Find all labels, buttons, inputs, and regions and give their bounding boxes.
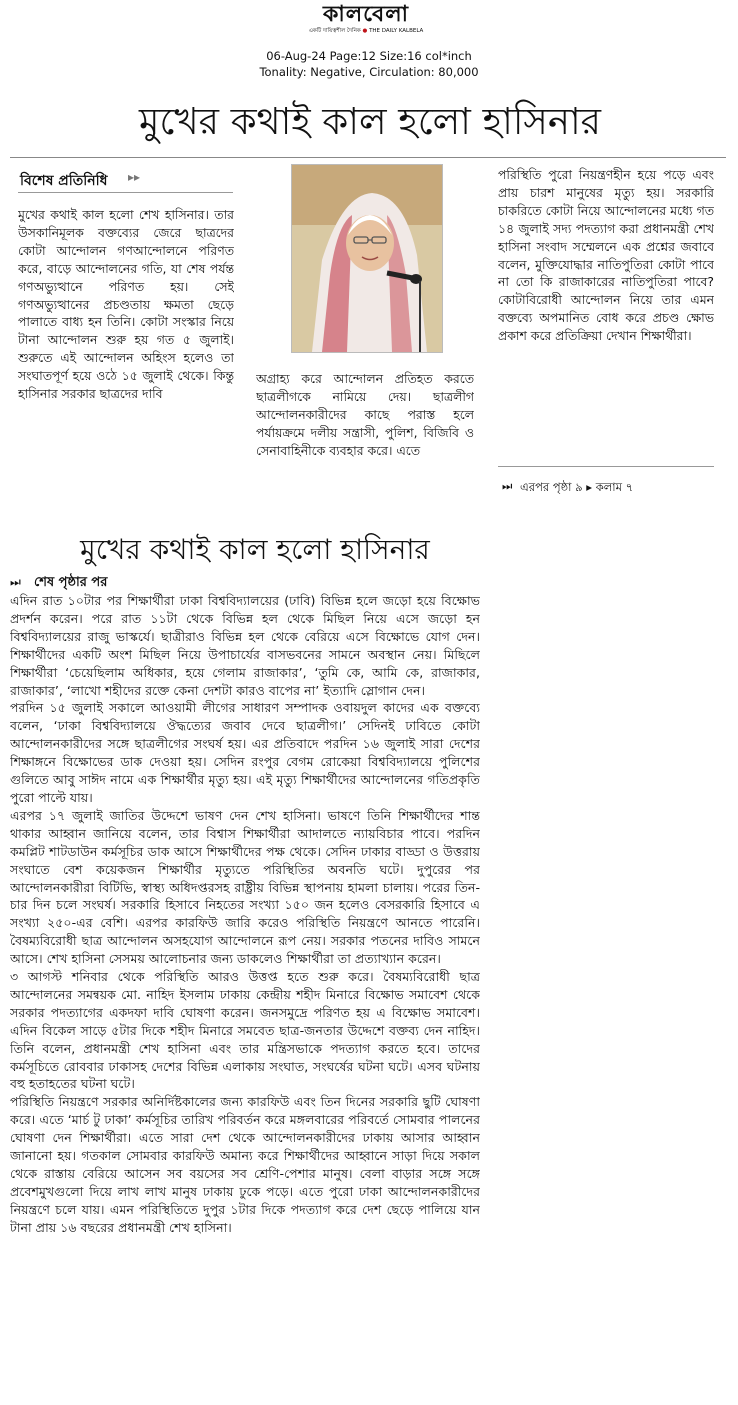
article-column-2: অগ্রাহ্য করে আন্দোলন প্রতিহত করতে ছাত্রলীগকে নামিয়ে দেয়। ছাত্রলীগ আন্দোলনকারীদের কাছে পরাস্ত হলে পর্যায়ক্রমে দলীয় সন্ত্রাসী, পুলিশ, বিজিবি ও সেনাবাহিনীকে ব্যবহার করে। এতে (256, 371, 474, 458)
tagline-english: THE DAILY KALBELA (369, 28, 424, 34)
portrait-photo-svg (292, 165, 442, 352)
body-paragraph: পরিস্থিতি নিয়ন্ত্রণে সরকার অনির্দিষ্টকালের জন্য কারফিউ এবং তিন দিনের সরকারি ছুটি ঘোষণা করে। এতে ‘মার্চ টু ঢাকা’ কর্মসূচির তারিখ পরিবর্তন করে মঙ্গলবারের পরিবর্তে সোমবার পালনের ঘোষণা দেন শিক্ষার্থীরা। এতে সারা দেশ থেকে আন্দোলনকারীদের ঢাকায় আসার আহ্বান জানানো হয়। গতকাল সোমবার কারফিউ অমান্য করে শিক্ষার্থীদের আহ্বানে সাড়া দিয়ে সকাল থেকে রাস্তায় বেরিয়ে আসেন সব বয়সের সব শ্রেণি-পেশার মানুষ। বেলা বাড়ার সঙ্গে সঙ্গে প্রবেশমুখগুলো দিয়ে লাখ লাখ মানুষ ঢাকায় ঢুকে পড়ে। এতে পুরো ঢাকা আন্দোলনকারীদের নিয়ন্ত্রণে চলে যায়। এমন পরিস্থিতিতে দুপুর ১টার দিকে পদত্যাগ করে দেশ ছেড়ে পালিয়ে যান টানা প্রায় ১৬ বছরের প্রধানমন্ত্রী শেখ হাসিনা। (10, 1094, 480, 1235)
article-headline: মুখের কথাই কাল হলো হাসিনার (138, 100, 602, 143)
article-column-3: পরিস্থিতি পুরো নিয়ন্ত্রণহীন হয়ে পড়ে এবং প্রায় চারশ মানুষের মৃত্যু হয়। সরকারি চাকরিতে কোটা নিয়ে আন্দোলনের মধ্যে গত ১৪ জুলাই সদ্য পদত্যাগ করা প্রধানমন্ত্রী শেখ হাসিনা সংবাদ সম্মেলনে এক প্রশ্নের জবাবে বলেন, মুক্তিযোদ্ধার নাতিপুতিরা কোটা পাবে না তো কি রাজাকারের নাতিপুতিরা পাবে? কোটাবিরোধী আন্দোলন নিয়ে তার এমন বক্তব্যে অপমানিত বোধ করে প্রচণ্ড ক্ষোভ প্রকাশ করে প্রতিক্রিয়া দেখান শিক্ষার্থীরা। (498, 167, 714, 344)
continuation-from-label: শেষ পৃষ্ঠার পর (34, 575, 108, 590)
byline: বিশেষ প্রতিনিধি (20, 173, 108, 189)
continuation-arrow-icon: ⏭ (10, 575, 21, 589)
article-column-1: মুখের কথাই কাল হলো শেখ হাসিনার। তার উসকানিমূলক বক্তব্যের জেরে ছাত্রদের কোটা আন্দোলন গণআন্দোলনে পরিণত করে, বাড়ে আন্দোলনের গতি, যা শেষ পর্যন্ত গণঅভ্যুত্থানে পরিণত হয়। সেই গণঅভ্যুত্থানের প্রচণ্ডতায় ক্ষমতা ছেড়ে পালাতে বাধ্য হন তিনি। কোটা সংস্কার নিয়ে টানা আন্দোলন শুরু হয় গত ৫ জুলাই। শুরুতে এই আন্দোলন অহিংস হলেও তা সংঘাতপূর্ণ হয়ে ওঠে ১৫ জুলাই থেকে। কিন্তু হাসিনার সরকার ছাত্রদের দাবি (18, 207, 234, 402)
portrait-photo-icon (291, 164, 443, 353)
body-paragraph: পরদিন ১৫ জুলাই সকালে আওয়ামী লীগের সাধারণ সম্পাদক ওবায়দুল কাদের এক বক্তব্যে বলেন, ‘ঢাকা বিশ্ববিদ্যালয়ে ঔদ্ধত্যের জবাব দেবে ছাত্রলীগ।’ সেদিনই ঢাবিতে কোটা আন্দোলনকারীদের সঙ্গে ছাত্রলীগের সংঘর্ষ হয়। এর প্রতিবাদে পরদিন ১৬ জুলাই সারা দেশের শিক্ষাঙ্গনে বিক্ষোভের ডাক দেওয়া হয়। সেদিন রংপুর বেগম রোকেয়া বিশ্ববিদ্যালয়ে পুলিশের গুলিতে আবু সাঈদ নামে এক শিক্ষার্থীর মৃত্যু হয়। এই মৃত্যু শিক্ষার্থীদের আন্দোলনের গতিপ্রকৃতি পুরো পাল্টে যায়। (10, 700, 480, 805)
continued-arrow-icon: ⏭ (502, 479, 513, 493)
byline-divider (18, 192, 233, 193)
body-paragraph: এরপর ১৭ জুলাই জাতির উদ্দেশে ভাষণ দেন শেখ হাসিনা। ভাষণে তিনি শিক্ষার্থীদের শান্ত থাকার আহ্বান জানিয়ে বলেন, তার বিশ্বাস শিক্ষার্থীরা আদালতে ন্যায়বিচার পাবে। পরদিন কমপ্লিট শাটডাউন কর্মসূচির ডাক আসে শিক্ষার্থীদের পক্ষ থেকে। সেদিন ঢাকার বাড্ডা ও উত্তরায় সংঘাতে বেশ কয়েকজন শিক্ষার্থীর মৃত্যুতে পরিস্থিতির অবনতি ঘটে। দুপুরের পর আন্দোলনকারীরা বিটিভি, স্বাস্থ্য অধিদপ্তরসহ রাষ্ট্রীয় বিভিন্ন স্থাপনায় হামলা চালায়। পরের তিন-চার দিন চলে সংঘর্ষ। সরকারি হিসাবে নিহতের সংখ্যা ১৫০ জন হলেও বেসরকারি হিসাবে এ সংখ্যা ২৫০-এর বেশি। এরপর কারফিউ জারি করেও পরিস্থিতি নিয়ন্ত্রণে আনতে পারেনি। বৈষম্যবিরোধী ছাত্র আন্দোলন অসহযোগ আন্দোলনে রূপ নেয়। সরকার পতনের দাবিও সামনে আসে। শেখ হাসিনা সেসময় আলোচনার জন্য ডাকলেও শিক্ষার্থীরা তা প্রত্যাখ্যান করেন। (10, 807, 480, 967)
clipping-meta-tonality: Tonality: Negative, Circulation: 80,000 (259, 65, 479, 79)
headline-divider (10, 157, 726, 158)
tagline-bangla: একটি দায়িত্বশীল দৈনিক (308, 28, 361, 34)
continuation-headline: মুখের কথাই কাল হলো হাসিনার (80, 533, 430, 566)
clipping-meta-date: 06-Aug-24 Page:12 Size:16 col*inch (266, 49, 472, 63)
masthead-tagline (296, 28, 436, 36)
newspaper-logo: কালবেলা (322, 2, 410, 27)
body-paragraph: ৩ আগস্ট শনিবার থেকে পরিস্থিতি আরও উত্তপ্ত হতে শুরু করে। বৈষম্যবিরোধী ছাত্র আন্দোলনের সমন্বয়ক মো. নাহিদ ইসলাম ঢাকায় কেন্দ্রীয় শহীদ মিনারে বিক্ষোভ সমাবেশ থেকে সরকার পদত্যাগের একদফা দাবি ঘোষণা করেন। জনসমুদ্রে পরিণত হয় এ বিক্ষোভ সমাবেশ। এদিন বিকেল সাড়ে ৫টার দিকে শহীদ মিনারে সমবেত ছাত্র-জনতার উদ্দেশে বক্তব্য দেন নাহিদ। তিনি বলেন, প্রধানমন্ত্রী শেখ হাসিনা এবং তার মন্ত্রিসভাকে পদত্যাগ করতে হবে। তাদের কর্মসূচিতে রোববার ঢাকাসহ দেশের বিভিন্ন এলাকায় সংঘাত, সংঘর্ষের ঘটনা ঘটে। এসব ঘটনায় বহু হতাহতের ঘটনা ঘটে। (10, 969, 480, 1092)
continuation-body (10, 592, 480, 1392)
body-paragraph: এদিন রাত ১০টার পর শিক্ষার্থীরা ঢাকা বিশ্ববিদ্যালয়ের (ঢাবি) বিভিন্ন হলে জড়ো হয়ে বিক্ষোভ প্রদর্শন করেন। পরে রাত ১১টা থেকে বিভিন্ন হল থেকে মিছিল নিয়ে এসে জড়ো হন বিশ্ববিদ্যালয়ের রাজু ভাস্কর্যে। ছাত্রীরাও বিভিন্ন হল থেকে বেরিয়ে এসে বিক্ষোভে যোগ দেন। শিক্ষার্থীদের একটি অংশ মিছিল নিয়ে উপাচার্যের বাসভবনের সামনে অবস্থান নেয়। মিছিলে শিক্ষার্থীরা ‘চেয়েছিলাম অধিকার, হয়ে গেলাম রাজাকার’, ‘তুমি কে, আমি কে, রাজাকার, রাজাকার’, ‘লাখো শহীদের রক্তে কেনা দেশটা কারও বাপের না’ ইত্যাদি স্লোগান দেন। (10, 593, 480, 698)
tagline-dot: ● (362, 28, 368, 34)
column-3-divider (498, 466, 714, 467)
continued-on-page: এরপর পৃষ্ঠা ৯ ▸ কলাম ৭ (520, 480, 634, 494)
byline-arrow-icon: ▸▸ (128, 170, 141, 184)
